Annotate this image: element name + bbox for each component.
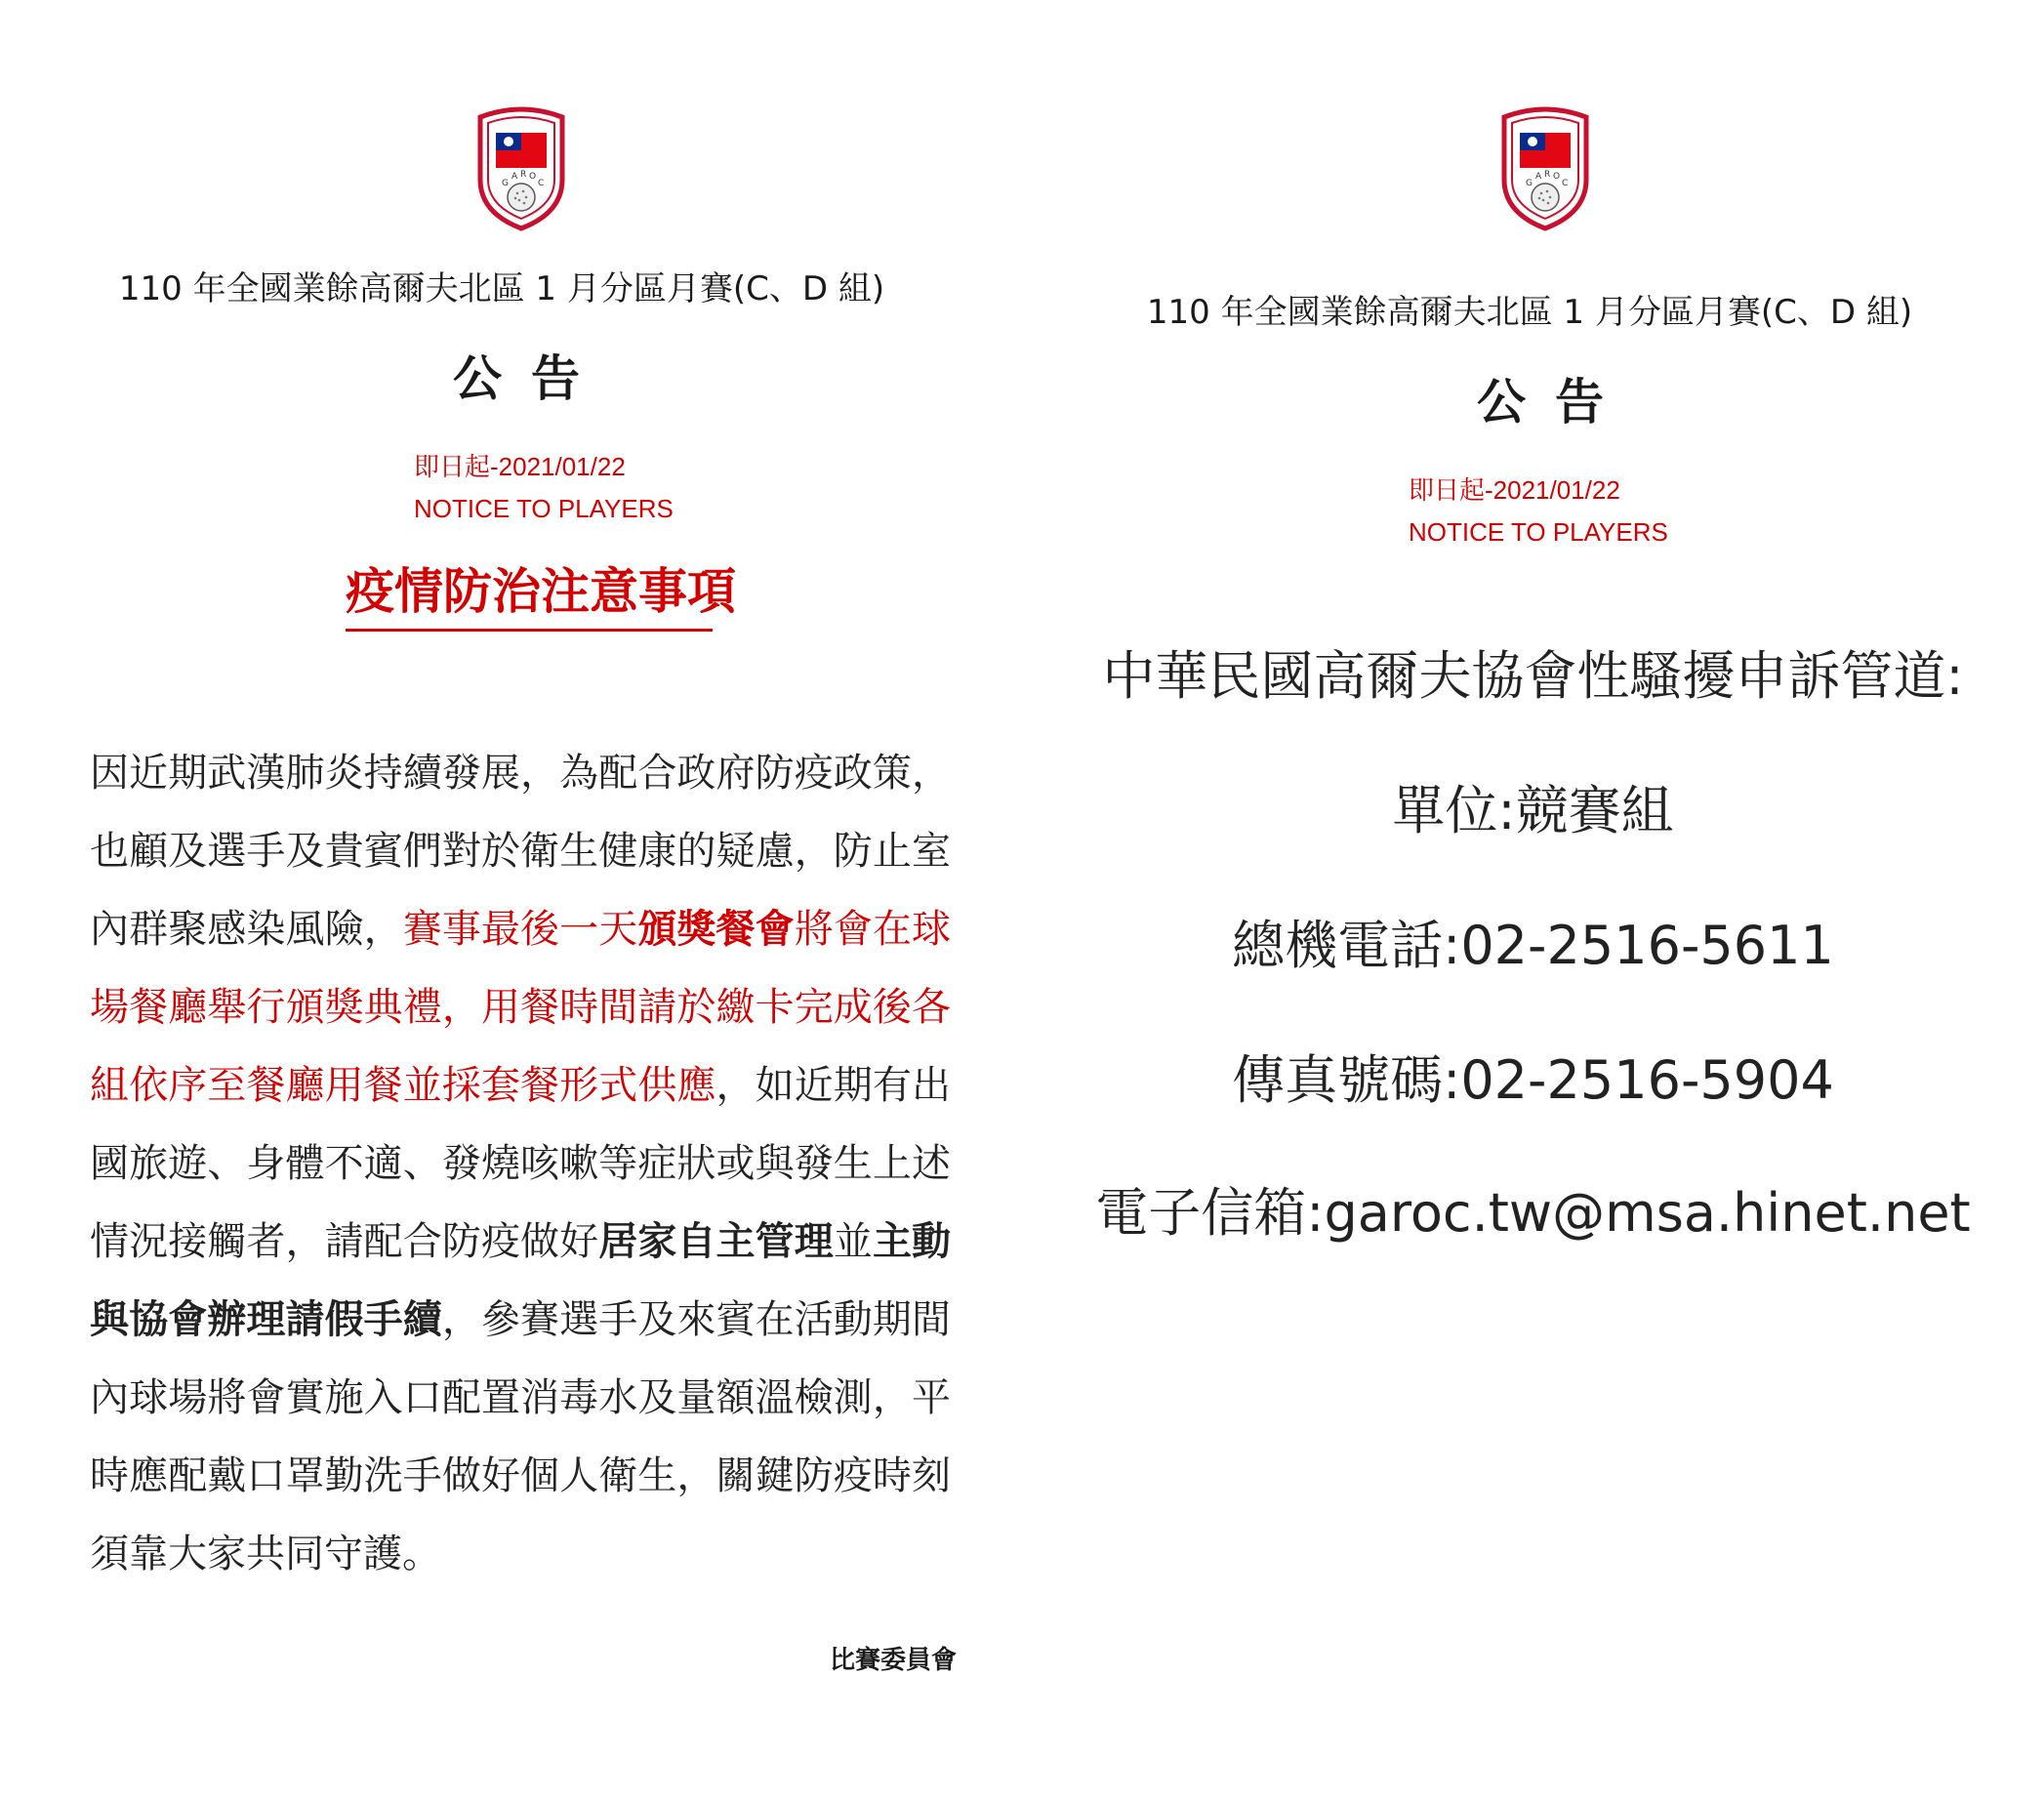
svg-text:G: G <box>1526 179 1533 188</box>
event-title: 110 年全國業餘高爾夫北區 1 月分區月賽(C、D 組) <box>1146 293 1913 332</box>
contact-fax: 傳真號碼:02-2516-5904 <box>1232 1049 1834 1111</box>
body-segment-bold: 居家自主管理 <box>598 1219 834 1264</box>
svg-text:O: O <box>1553 172 1561 182</box>
notice-to-players: NOTICE TO PLAYERS <box>1409 517 1668 547</box>
body-segment: ，如近期有出國旅遊、身體不適、發燒咳嗽等症狀或與發生上述情況接觸者，請配合防疫做好 <box>90 1063 952 1264</box>
svg-text:C: C <box>538 179 545 188</box>
svg-text:O: O <box>529 172 537 182</box>
garoc-emblem-icon <box>1498 103 1592 232</box>
svg-text:A: A <box>511 172 518 182</box>
body-segment-red-bold: 頒獎餐會 <box>637 907 795 952</box>
notice-date: 即日起-2021/01/22 <box>1409 475 1620 505</box>
garoc-emblem-icon <box>474 103 568 232</box>
svg-text:C: C <box>1562 179 1569 188</box>
complaint-channel-title: 中華民國高爾夫協會性騷擾申訴管道: <box>1102 645 1964 707</box>
body-segment: 因近期武漢肺炎持續發展，為配合政府防疫政策，也顧及選手及貴賓們對於衛生健康的疑慮，防止室內群聚感染風險， <box>90 751 951 952</box>
body-segment: 並 <box>833 1219 873 1264</box>
svg-text:R: R <box>1544 170 1551 180</box>
epidemic-notice-body <box>90 734 951 1593</box>
committee-signature: 比賽委員會 <box>830 1646 958 1675</box>
announcement-heading: 公告 <box>1477 374 1633 430</box>
right-announcement-page <box>1022 0 2044 1800</box>
event-title: 110 年全國業餘高爾夫北區 1 月分區月賽(C、D 組) <box>118 269 885 308</box>
contact-email: 電子信箱:garoc.tw@msa.hinet.net <box>1095 1182 1971 1244</box>
notice-to-players: NOTICE TO PLAYERS <box>414 494 674 523</box>
svg-text:R: R <box>520 170 527 180</box>
svg-text:G: G <box>502 179 509 188</box>
contact-phone: 總機電話:02-2516-5611 <box>1232 915 1834 976</box>
contact-unit: 單位:競賽組 <box>1392 780 1674 841</box>
body-segment-bold: 主動與協會辦理請假手續 <box>90 1219 952 1342</box>
svg-text:A: A <box>1535 172 1542 182</box>
body-segment: ，參賽選手及來賓在活動期間內球場將會實施入口配置消毒水及量額溫檢測，平時應配戴口罩勤洗手做好個人衛生，關鍵防疫時刻須靠大家共同守護。 <box>90 1297 952 1576</box>
body-segment-red: 賽事最後一天 <box>402 907 638 952</box>
subject-heading: 疫情防治注意事項 <box>346 552 713 632</box>
body-segment-red: 將會在球場餐廳舉行頒獎典禮，用餐時間請於繳卡完成後各組依序至餐廳用餐並採套餐形式供應 <box>90 907 952 1108</box>
announcement-heading: 公告 <box>453 350 609 407</box>
notice-date: 即日起-2021/01/22 <box>414 452 626 481</box>
